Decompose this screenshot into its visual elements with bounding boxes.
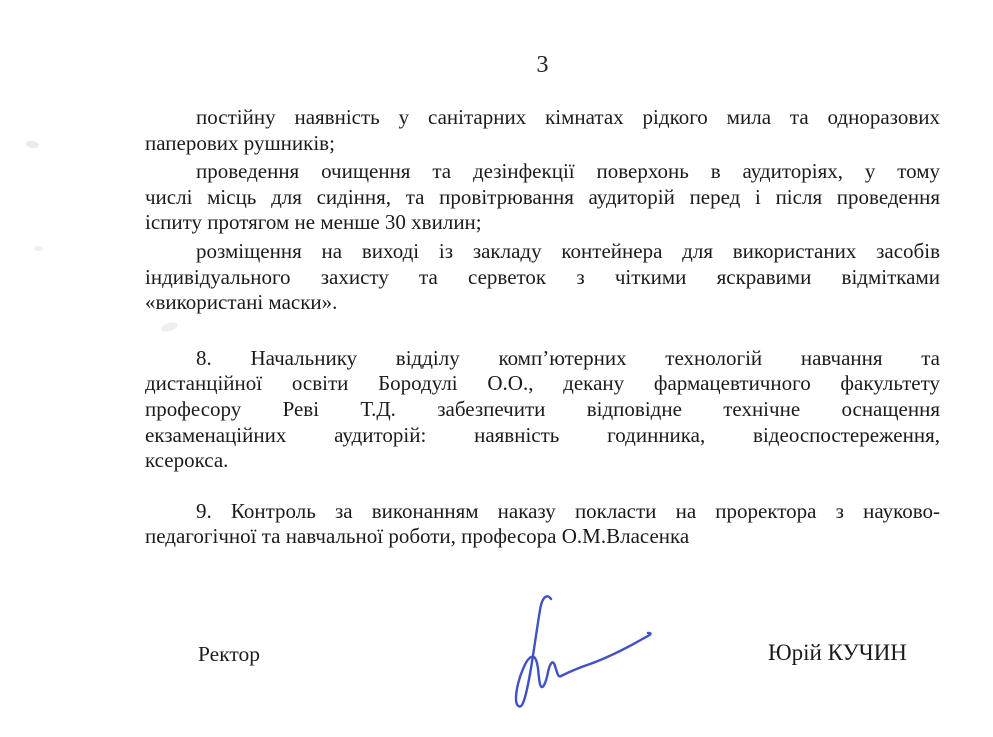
text-line: «використані маски».: [145, 290, 338, 315]
paragraph-item-8: [145, 346, 940, 474]
text-line: педагогічної та навчальної роботи, професора О.М.Власенка: [145, 524, 690, 549]
scan-artifact-smudge: [26, 140, 40, 149]
paragraph-cleaning-disinfection: [145, 159, 940, 236]
text-line: професору Реві Т.Д. забезпечити відповідне технічне оснащення: [145, 396, 940, 421]
text-line: числі місць для сидіння, та провітрювання аудиторій перед і після проведення: [145, 184, 940, 209]
text-line: постійну наявність у санітарних кімнатах рідкого мила та одноразових: [196, 105, 940, 129]
rector-signature-ink: [498, 580, 722, 720]
page-number: 3: [536, 52, 549, 78]
text-line: паперових рушників;: [145, 130, 335, 155]
text-line: розміщення на виході із закладу контейнера для використаних засобів: [196, 238, 940, 263]
text-line: екзаменаційних аудиторій: наявність годинника, відеоспостереження,: [145, 422, 940, 447]
paragraph-item-9: [145, 499, 940, 550]
text-line: ксерокса.: [145, 448, 229, 473]
paragraph-waste-container: [145, 239, 940, 316]
document-body: [145, 105, 940, 550]
signatory-name-label: Юрій КУЧИН: [768, 640, 907, 665]
scan-artifact-smudge: [34, 246, 43, 251]
text-line: 8. Начальнику відділу комп’ютерних технологій навчання та: [196, 345, 940, 370]
text-line: індивідуального захисту та серветок з чіткими яскравими відмітками: [145, 264, 940, 289]
rector-title-label: Ректор: [198, 642, 260, 666]
paragraph-sanitary-supplies: [145, 105, 940, 156]
text-line: 9. Контроль за виконанням наказу покласти на проректора з науково-: [196, 498, 940, 523]
text-line: дистанційної освіти Бородулі О.О., декану фармацевтичного факультету: [145, 371, 940, 396]
text-line: проведення очищення та дезінфекції поверхонь в аудиторіях, у тому: [196, 159, 940, 184]
signature-stroke: [516, 596, 651, 706]
text-line: іспиту протягом не менше 30 хвилин;: [145, 210, 482, 235]
